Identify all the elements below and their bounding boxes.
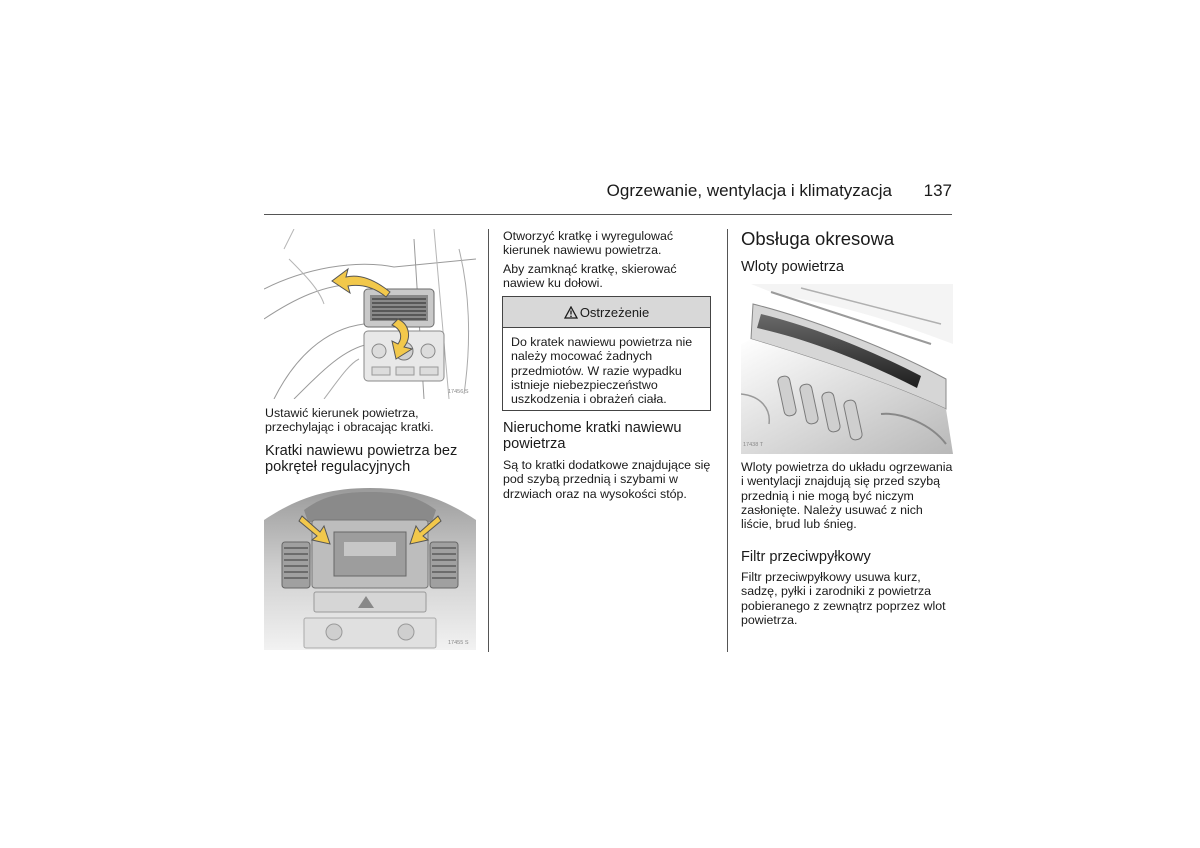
warning-title: Ostrzeżenie [579, 304, 650, 320]
paragraph [741, 460, 955, 531]
figure-code: 17456 S [448, 389, 469, 395]
paragraph [503, 229, 715, 258]
figure-vent-adjustment [264, 229, 476, 399]
sub-heading: Filtr przeciwpyłkowy [741, 549, 871, 565]
paragraph-text: Aby zamknąć kratkę, skierować nawiew ku dołowi. [503, 262, 677, 291]
paragraph-text: Są to kratki dodatkowe znajdujące się pod szybą przednią i szybami w drzwiach oraz na wysokości stóp. [503, 458, 711, 501]
column-divider [488, 229, 489, 652]
warning-box [502, 296, 711, 411]
figure-caption [265, 406, 475, 435]
caption-text: Ustawić kierunek powietrza, przechylając i obracając kratki. [265, 406, 434, 435]
figure-code: 17438 T [743, 442, 764, 448]
sub-heading: Wloty powietrza [741, 259, 844, 275]
section-heading: Nieruchome kratki nawiewu powietrza [503, 420, 682, 452]
paragraph [503, 262, 715, 291]
column-divider [727, 229, 728, 652]
figure-air-inlet [741, 284, 953, 454]
header-divider [264, 214, 952, 215]
paragraph [503, 458, 717, 501]
paragraph-text: Filtr przeciwpyłkowy usuwa kurz, sadzę, pyłki i zarodniki z powietrza pobieranego z zewnątrz poprzez wlot powietrza. [741, 570, 946, 627]
paragraph [741, 570, 955, 627]
section-title: Ogrzewanie, wentylacja i klimatyzacja [606, 181, 892, 200]
section-heading: Kratki nawiewu powietrza bez pokręteł regulacyjnych [265, 443, 458, 475]
paragraph-text: Wloty powietrza do układu ogrzewania i wentylacji znajdują się przed szybą przednią i nie mogą być niczym zasłonięte. Należy usuwać z nich liście, brud lub śnieg. [741, 460, 953, 532]
warning-text: Do kratek nawiewu powietrza nie należy mocować żadnych przedmiotów. W razie wypadku istnieje niebezpieczeństwo uszkodzenia i obrażeń ciała. [511, 335, 693, 407]
figure-code: 17455 S [448, 640, 469, 646]
figure-fixed-vents [264, 480, 476, 650]
warning-header [503, 297, 710, 328]
warning-triangle-icon [564, 306, 578, 319]
main-heading: Obsługa okresowa [741, 228, 895, 249]
paragraph-text: Otworzyć kratkę i wyregulować kierunek nawiewu powietrza. [503, 229, 674, 258]
page-number: 137 [923, 181, 952, 200]
